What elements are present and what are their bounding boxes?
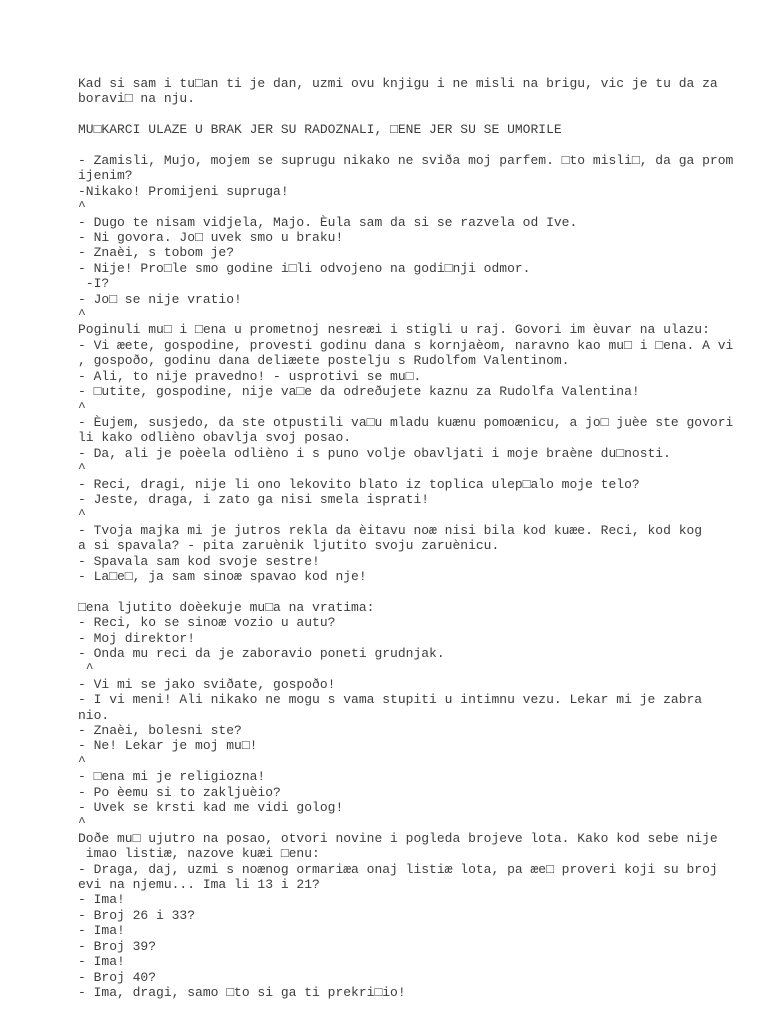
text-line: - Ne! Lekar je moj mu□! <box>78 738 258 754</box>
text-line: - Nije! Pro□le smo godine i□li odvojeno na godi□nji odmor. <box>78 260 531 276</box>
text-line: - Broj 26 i 33? <box>78 907 196 923</box>
text-line: -I? <box>78 276 110 292</box>
text-line: ^ <box>78 199 86 215</box>
text-line: □ena ljutito doèekuje mu□a na vratima: <box>78 599 375 615</box>
text-line: - Tvoja majka mi je jutros rekla da èitavu noæ nisi bila kod kuæe. Reci, kod kog <box>78 522 703 538</box>
document-text-block <box>78 76 758 1000</box>
text-line: ^ <box>78 461 86 477</box>
text-line: -Nikako! Promijeni supruga! <box>78 183 289 199</box>
text-line: - Ima, dragi, samo □to si ga ti prekri□io! <box>78 984 406 1000</box>
text-line: li kako odlièno obavlja svoj posao. <box>78 430 352 446</box>
text-line: - Jeste, draga, i zato ga nisi smela isprati! <box>78 491 430 507</box>
text-line: - Reci, ko se sinoæ vozio u autu? <box>78 615 336 631</box>
text-line: - Draga, daj, uzmi s noænog ormariæa onaj listiæ lota, pa æe□ proveri koji su broj <box>78 861 718 877</box>
text-line: Kad si sam i tu□an ti je dan, uzmi ovu knjigu i ne misli na brigu, vic je tu da za <box>78 76 718 91</box>
text-line: - Zamisli, Mujo, mojem se suprugu nikako ne sviða moj parfem. □to misli□, da ga prom <box>78 153 734 168</box>
text-line: , gospoðo, godinu dana deliæete postelju s Rudolfom Valentinom. <box>78 353 570 369</box>
text-line <box>78 107 758 122</box>
text-line: - Onda mu reci da je zaboravio poneti grudnjak. <box>78 645 445 661</box>
text-line <box>78 138 758 153</box>
text-line: boravi□ na nju. <box>78 91 196 107</box>
text-line: - Èujem, susjedo, da ste otpustili va□u mladu kuænu pomoænicu, a jo□ juèe ste govori <box>78 414 734 430</box>
text-line: - Vi mi se jako sviðate, gospoðo! <box>78 676 336 692</box>
text-line: - Ali, to nije pravedno! - usprotivi se mu□. <box>78 368 422 384</box>
text-line: - Dugo te nisam vidjela, Majo. Èula sam da si se razvela od Ive. <box>78 214 578 230</box>
text-line: - Reci, dragi, nije li ono lekovito blato iz toplica ulep□alo moje telo? <box>78 476 640 492</box>
text-line: evi na njemu... Ima li 13 i 21? <box>78 877 320 893</box>
text-line: ^ <box>78 815 86 831</box>
text-line: - La□e□, ja sam sinoæ spavao kod nje! <box>78 568 367 584</box>
text-line: - Ima! <box>78 923 125 939</box>
text-line: imao listiæ, nazove kuæi □enu: <box>78 846 320 862</box>
text-line <box>78 584 758 599</box>
text-line: - Ni govora. Jo□ uvek smo u braku! <box>78 230 344 246</box>
text-line: - Znaèi, s tobom je? <box>78 245 235 261</box>
text-line: - Broj 39? <box>78 938 157 954</box>
text-line: - Ima! <box>78 954 125 970</box>
text-line: Poginuli mu□ i □ena u prometnoj nesreæi i stigli u raj. Govori im èuvar na ulazu: <box>78 322 710 338</box>
text-line: - Moj direktor! <box>78 630 196 646</box>
text-line: - Znaèi, bolesni ste? <box>78 723 242 739</box>
text-line: nio. <box>78 707 110 723</box>
text-line: - □ena mi je religiozna! <box>78 769 266 785</box>
text-line: - Spavala sam kod svoje sestre! <box>78 553 320 569</box>
text-line: - □utite, gospodine, nije va□e da odreðujete kaznu za Rudolfa Valentina! <box>78 384 640 400</box>
text-line: ^ <box>78 307 86 323</box>
text-line: - Ima! <box>78 892 125 908</box>
text-line: - Po èemu si to zakljuèio? <box>78 784 281 800</box>
text-line: ^ <box>78 753 86 769</box>
text-line: ^ <box>78 661 94 677</box>
text-line: - Vi æete, gospodine, provesti godinu dana s kornjaèom, naravno kao mu□ i □ena. A vi <box>78 337 734 353</box>
text-line: a si spavala? - pita zaruènik ljutito svoju zaruènicu. <box>78 538 500 554</box>
text-line: ^ <box>78 399 86 415</box>
text-line: - Uvek se krsti kad me vidi golog! <box>78 800 344 816</box>
text-line: - Broj 40? <box>78 969 157 985</box>
text-line: Doðe mu□ ujutro na posao, otvori novine i pogleda brojeve lota. Kako kod sebe nije <box>78 830 718 846</box>
text-line: ^ <box>78 507 86 523</box>
text-line: - Da, ali je poèela odlièno i s puno volje obavljati i moje braène du□nosti. <box>78 445 671 461</box>
text-line: MU□KARCI ULAZE U BRAK JER SU RADOZNALI, □ENE JER SU SE UMORILE <box>78 122 562 138</box>
text-line: ijenim? <box>78 168 133 184</box>
text-line: - I vi meni! Ali nikako ne mogu s vama stupiti u intimnu vezu. Lekar mi je zabra <box>78 692 703 708</box>
text-line: - Jo□ se nije vratio! <box>78 291 242 307</box>
